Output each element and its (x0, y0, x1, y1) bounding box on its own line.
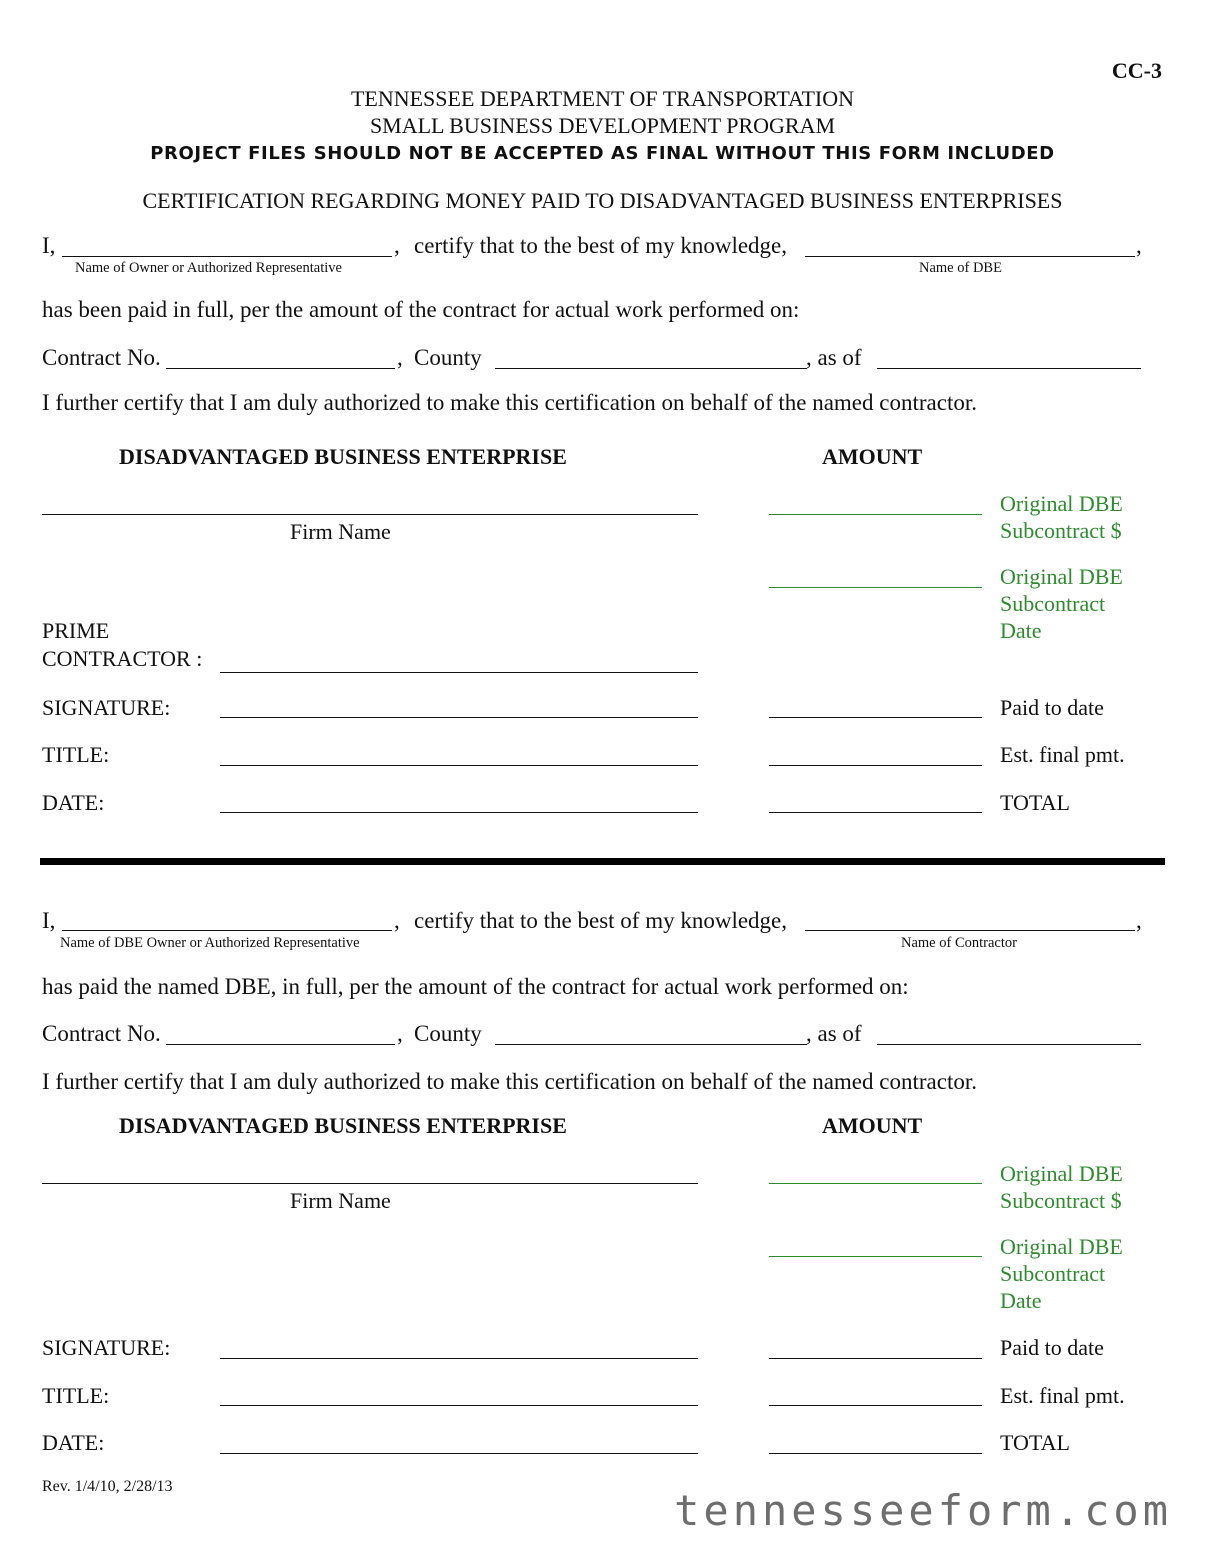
comma: , (1136, 908, 1142, 933)
firm-name-caption: Firm Name (290, 1188, 391, 1213)
date-field[interactable] (220, 812, 698, 813)
original-sub-amount-label-1: Original DBE (1000, 491, 1123, 516)
contract-no-field[interactable] (166, 368, 395, 369)
title-field[interactable] (220, 765, 698, 766)
comma: , (1136, 233, 1142, 258)
as-of-label: , as of (806, 345, 862, 370)
firm-name-caption: Firm Name (290, 519, 391, 544)
contractor-caption: Name of Contractor (901, 935, 1017, 951)
firm-name-field[interactable] (42, 1183, 698, 1184)
date-field[interactable] (220, 1453, 698, 1454)
original-sub-date-label-1: Original DBE (1000, 1234, 1123, 1259)
original-sub-amount-label-1: Original DBE (1000, 1161, 1123, 1186)
original-subcontract-amount-field[interactable] (769, 1183, 982, 1184)
signature-field[interactable] (220, 1358, 698, 1359)
original-sub-amount-label-2: Subcontract $ (1000, 518, 1122, 543)
paid-text: has been paid in full, per the amount of the contract for actual work performed on: (42, 297, 800, 322)
form-code: CC-3 (1111, 58, 1162, 83)
county-label: County (414, 1021, 482, 1046)
firm-name-field[interactable] (42, 514, 698, 515)
total-label: TOTAL (1000, 790, 1070, 815)
as-of-label: , as of (806, 1021, 862, 1046)
paid-text: has paid the named DBE, in full, per the amount of the contract for actual work performed on: (42, 974, 909, 999)
amount-heading: AMOUNT (822, 444, 923, 469)
certify-text: certify that to the best of my knowledge, (414, 908, 788, 933)
watermark: tennesseeform.com (674, 1486, 1172, 1535)
comma: , (397, 1021, 403, 1046)
total-label: TOTAL (1000, 1430, 1070, 1455)
contract-label: Contract No. (42, 1021, 161, 1046)
form-title: CERTIFICATION REGARDING MONEY PAID TO DISADVANTAGED BUSINESS ENTERPRISES (142, 188, 1063, 213)
original-subcontract-date-field[interactable] (769, 1256, 982, 1257)
dbe-heading: DISADVANTAGED BUSINESS ENTERPRISE (119, 444, 567, 469)
i-prefix: I, (42, 908, 56, 933)
header-department: TENNESSEE DEPARTMENT OF TRANSPORTATION (350, 86, 855, 111)
as-of-date-field[interactable] (877, 1044, 1141, 1045)
original-sub-date-label-2: Subcontract (1000, 591, 1106, 616)
owner-name-field[interactable] (62, 256, 392, 257)
county-label: County (414, 345, 482, 370)
prime-label-2: CONTRACTOR : (42, 646, 203, 671)
county-field[interactable] (495, 1044, 807, 1045)
original-sub-date-label-2: Subcontract (1000, 1261, 1106, 1286)
dbe-caption: Name of DBE (919, 260, 1002, 276)
original-subcontract-amount-field[interactable] (769, 514, 982, 515)
further-text: I further certify that I am duly authorized to make this certification on behalf of the named contractor. (42, 390, 977, 415)
comma: , (397, 345, 403, 370)
paid-to-date-field[interactable] (769, 717, 982, 718)
contract-label: Contract No. (42, 345, 161, 370)
date-label: DATE: (42, 790, 105, 815)
contractor-name-field[interactable] (805, 930, 1135, 931)
title-label: TITLE: (42, 1383, 110, 1408)
signature-field[interactable] (220, 717, 698, 718)
est-final-label: Est. final pmt. (1000, 742, 1125, 767)
section-divider (40, 858, 1165, 865)
dbe-heading: DISADVANTAGED BUSINESS ENTERPRISE (119, 1113, 567, 1138)
original-subcontract-date-field[interactable] (769, 587, 982, 588)
est-final-payment-field[interactable] (769, 1405, 982, 1406)
title-label: TITLE: (42, 742, 110, 767)
owner-caption: Name of Owner or Authorized Representative (75, 260, 342, 276)
dbe-name-field[interactable] (805, 256, 1135, 257)
comma: , (394, 908, 400, 933)
as-of-date-field[interactable] (877, 368, 1141, 369)
est-final-payment-field[interactable] (769, 765, 982, 766)
prime-label-1: PRIME (42, 618, 110, 643)
header-warning: PROJECT FILES SHOULD NOT BE ACCEPTED AS FINAL WITHOUT THIS FORM INCLUDED (150, 143, 1055, 164)
original-sub-date-label-3: Date (1000, 618, 1042, 643)
comma: , (394, 233, 400, 258)
amount-heading: AMOUNT (822, 1113, 923, 1138)
est-final-label: Est. final pmt. (1000, 1383, 1125, 1408)
certify-text: certify that to the best of my knowledge, (414, 233, 788, 258)
signature-label: SIGNATURE: (42, 695, 171, 720)
paid-to-date-label: Paid to date (1000, 695, 1104, 720)
original-sub-date-label-3: Date (1000, 1288, 1042, 1313)
total-field[interactable] (769, 1453, 982, 1454)
total-field[interactable] (769, 812, 982, 813)
further-text: I further certify that I am duly authorized to make this certification on behalf of the named contractor. (42, 1069, 977, 1094)
title-field[interactable] (220, 1405, 698, 1406)
contract-no-field[interactable] (166, 1044, 395, 1045)
dbe-owner-caption: Name of DBE Owner or Authorized Representative (60, 935, 360, 951)
paid-to-date-label: Paid to date (1000, 1335, 1104, 1360)
paid-to-date-field[interactable] (769, 1358, 982, 1359)
signature-label: SIGNATURE: (42, 1335, 171, 1360)
date-label: DATE: (42, 1430, 105, 1455)
i-prefix: I, (42, 233, 56, 258)
original-sub-amount-label-2: Subcontract $ (1000, 1188, 1122, 1213)
prime-contractor-field[interactable] (220, 672, 698, 673)
header-program: SMALL BUSINESS DEVELOPMENT PROGRAM (369, 113, 836, 138)
county-field[interactable] (495, 368, 807, 369)
dbe-owner-name-field[interactable] (62, 930, 392, 931)
revision-note: Rev. 1/4/10, 2/28/13 (42, 1478, 173, 1495)
original-sub-date-label-1: Original DBE (1000, 564, 1123, 589)
